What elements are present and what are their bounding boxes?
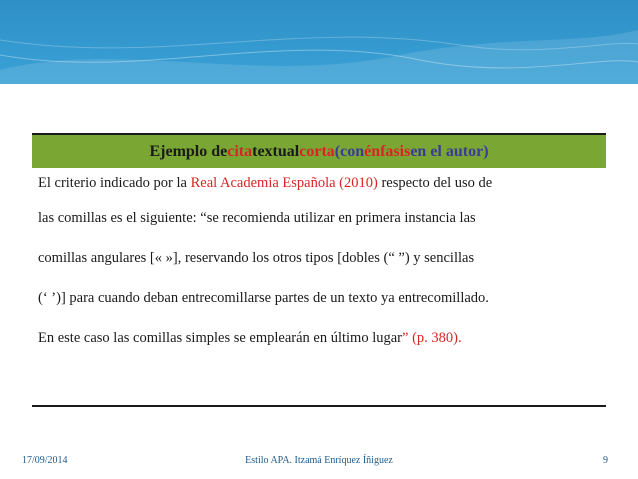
body-citation-page: ” (p. 380).: [402, 330, 462, 346]
body-citation-author: Real Academia Española (2010): [190, 175, 378, 191]
header-text-enfasis: énfasis: [364, 142, 411, 160]
slide-title: [60, 18, 580, 58]
header-text-5: (con: [334, 142, 365, 160]
table-header: [32, 135, 606, 168]
body-line-3: comillas angulares [« »], reservando los otros tipos [dobles (“ ”) y sencillas: [38, 250, 475, 266]
body-line-1: [38, 168, 602, 198]
citation-example-table: [32, 133, 606, 358]
header-text-cita: cita: [227, 142, 253, 160]
body-line-4: (‘ ’)] para cuando deban entrecomillarse partes de un texto ya entrecomillado.: [38, 290, 489, 306]
table-bottom-rule: [32, 405, 606, 407]
header-text-7: en el autor): [410, 142, 489, 160]
header-text-1: Ejemplo de: [149, 142, 228, 160]
footer-author: Estilo APA. Itzamá Enríquez Íñiguez: [245, 455, 393, 466]
body-line-1-c: respecto del uso de: [377, 175, 493, 191]
footer-page-number: 9: [603, 455, 608, 466]
table-body: [32, 168, 606, 358]
top-decorative-band: [0, 0, 638, 84]
body-line-5-a: En este caso las comillas simples se emplearán en último lugar: [38, 330, 403, 346]
body-line-1-a: El criterio indicado por la: [38, 175, 191, 191]
footer-date: 17/09/2014: [22, 455, 68, 466]
body-line-5: [38, 318, 602, 358]
header-text-corta: corta: [299, 142, 335, 160]
body-line-2: las comillas es el siguiente: “se recomienda utilizar en primera instancia las: [38, 210, 476, 226]
header-text-3: textual: [252, 142, 300, 160]
